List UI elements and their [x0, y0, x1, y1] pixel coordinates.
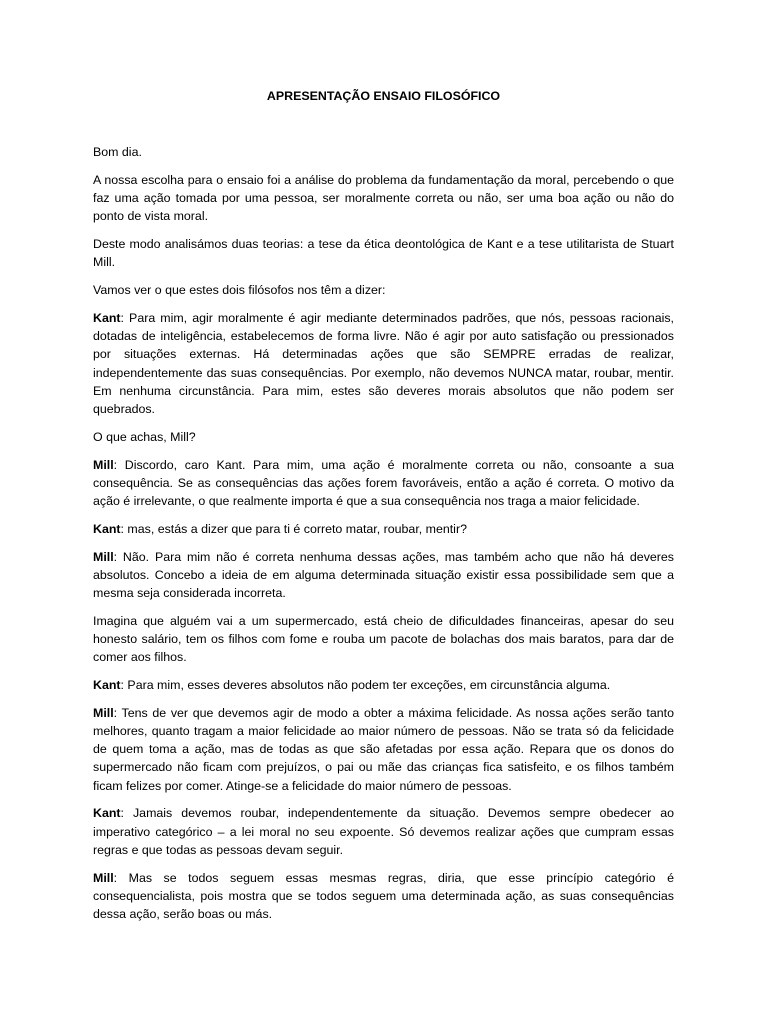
paragraph-example — [93, 612, 674, 667]
dialogue-kant-2 — [93, 520, 674, 538]
speaker-name: Mill — [93, 549, 114, 564]
speaker-name: Mill — [93, 457, 114, 472]
dialogue-text: : mas, estás a dizer que para ti é correto matar, roubar, mentir? — [120, 521, 467, 536]
dialogue-text: : Mas se todos seguem essas mesmas regras, diria, que esse princípio categório é consequencialista, pois mostra que se todos seguem uma determinada ação, as suas consequências dessa ação, serão boas ou más. — [93, 870, 674, 922]
dialogue-kant-3 — [93, 676, 674, 694]
dialogue-kant-4 — [93, 804, 674, 859]
dialogue-text: : Não. Para mim não é correta nenhuma dessas ações, mas também acho que não há deveres absolutos. Concebo a ideia de em alguma determinada situação existir essa possibilidade sem que a mesma seja considerada incorreta. — [93, 549, 674, 601]
dialogue-mill-2 — [93, 548, 674, 603]
speaker-name: Mill — [93, 705, 114, 720]
dialogue-text: : Discordo, caro Kant. Para mim, uma ação é moralmente correta ou não, consoante a sua consequência. Se as consequências das ações forem favoráveis, então a ação é correta. O motivo da ação é irrelevante, o que realmente importa é que a sua consequência nos traga a maior felicidade. — [93, 457, 674, 509]
document-body — [93, 87, 674, 933]
paragraph-text: O que achas, Mill? — [93, 429, 196, 444]
paragraph-intro — [93, 171, 674, 226]
paragraph-text: Deste modo analisámos duas teorias: a tese da ética deontológica de Kant e a tese utilitarista de Stuart Mill. — [93, 237, 674, 270]
paragraph-transition — [93, 281, 674, 299]
paragraph-greeting — [93, 143, 674, 161]
paragraph-text: Vamos ver o que estes dois filósofos nos têm a dizer: — [93, 283, 386, 298]
dialogue-mill-3 — [93, 704, 674, 795]
paragraph-question — [93, 428, 674, 446]
speaker-name: Kant — [93, 678, 121, 693]
dialogue-kant-1 — [93, 309, 674, 418]
dialogue-text: : Para mim, esses deveres absolutos não podem ter exceções, em circunstância alguma. — [120, 678, 611, 693]
paragraph-text: Bom dia. — [93, 145, 142, 160]
dialogue-text: : Jamais devemos roubar, independentemente da situação. Devemos sempre obedecer ao imperativo categórico – a lei moral no seu expoente. Só devemos realizar ações que cumpram essas regras e que todas as pessoas devam seguir. — [93, 806, 674, 857]
dialogue-text: : Tens de ver que devemos agir de modo a obter a máxima felicidade. As nossa ações serão tanto melhores, quanto tragam a maior felicidade ao maior número de pessoas. Não se trata só da felicidade de quem toma a ação, mas de todas as que são afetadas por essa ação. Repara que os donos do supermercado não ficam com prejuízos, o pai ou mãe das crianças fica satisfeito, e os filhos também ficam felizes por comer. Atinge-se a felicidade do maior número de pessoas. — [93, 705, 674, 793]
dialogue-text: : Para mim, agir moralmente é agir mediante determinados padrões, que nós, pessoas racionais, dotadas de inteligência, estabelecemos de forma livre. Não é agir por auto satisfação ou pressionados por situações externas. Há determinadas ações que são SEMPRE erradas de realizar, independentemente das suas consequências. Por exemplo, não devemos NUNCA matar, roubar, mentir. Em nenhuma circunstância. Para mim, estes são deveres morais absolutos que não podem ser quebrados. — [93, 311, 674, 417]
document-title: APRESENTAÇÃO ENSAIO FILOSÓFICO — [266, 89, 501, 103]
paragraph-theories — [93, 235, 674, 271]
paragraph-text: A nossa escolha para o ensaio foi a análise do problema da fundamentação da moral, percebendo o que faz uma ação tomada por uma pessoa, ser moralmente correta ou não, ser uma boa ação ou não do ponto de vista moral. — [93, 173, 674, 224]
dialogue-mill-1 — [93, 456, 674, 511]
speaker-name: Kant — [93, 806, 121, 821]
speaker-name: Kant — [93, 521, 121, 536]
speaker-name: Kant — [93, 311, 121, 325]
dialogue-mill-4 — [93, 869, 674, 924]
speaker-name: Mill — [93, 870, 114, 885]
paragraph-text: Imagina que alguém vai a um supermercado, está cheio de dificuldades financeiras, apesar do seu honesto salário, tem os filhos com fome e rouba um pacote de bolachas dos mais baratos, para dar de comer aos filhos. — [93, 613, 674, 665]
